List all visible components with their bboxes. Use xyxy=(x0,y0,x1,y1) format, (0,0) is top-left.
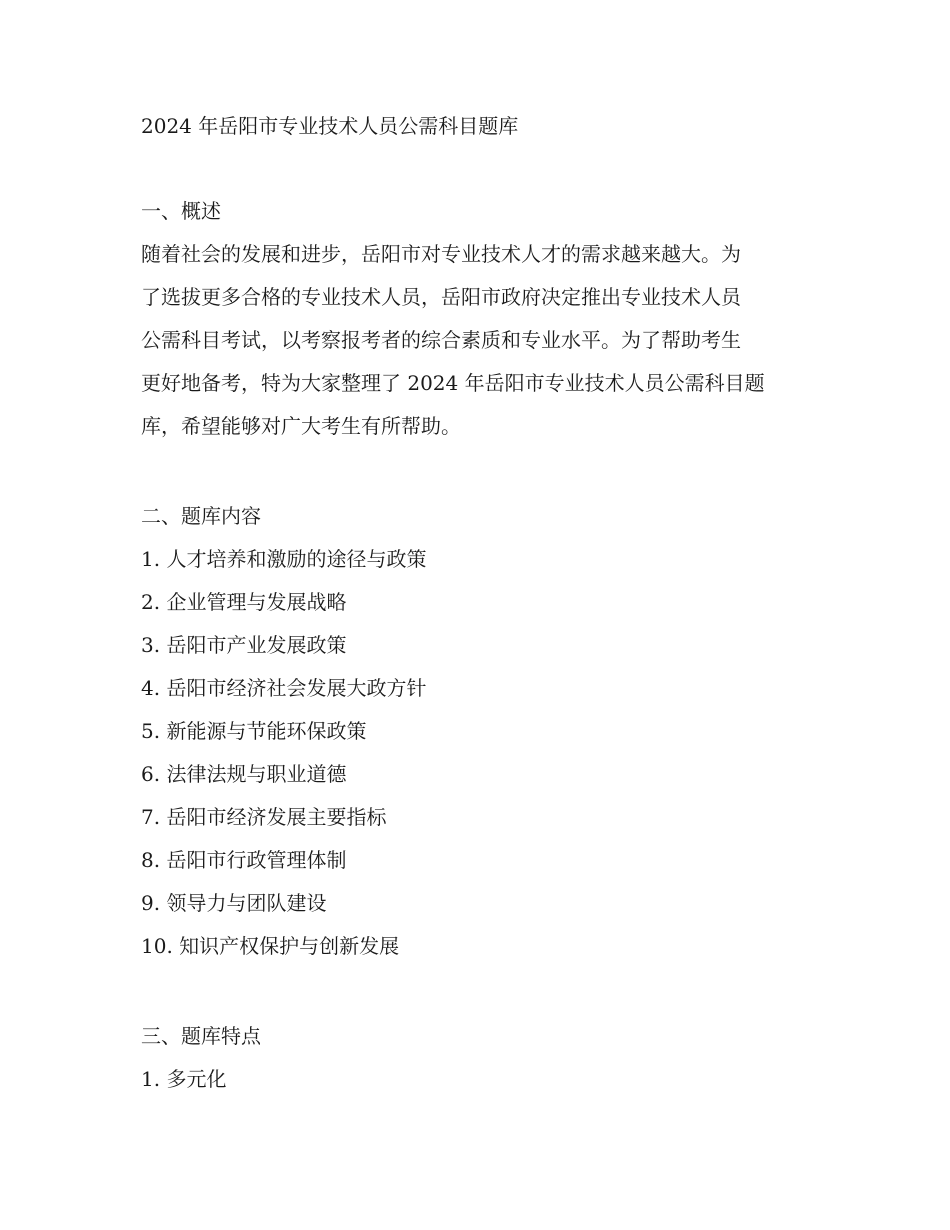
section-heading: 三、题库特点 xyxy=(141,1024,261,1048)
list-item: 2. 企业管理与发展战略 xyxy=(141,590,347,614)
list-item: 4. 岳阳市经济社会发展大政方针 xyxy=(141,676,427,700)
list-item: 6. 法律法规与职业道德 xyxy=(141,762,347,786)
section-question-bank-content xyxy=(141,495,821,968)
paragraph-line: 库，希望能够对广大考生有所帮助。 xyxy=(141,414,461,438)
list-item: 1. 人才培养和激励的途径与政策 xyxy=(141,547,427,571)
list-item: 8. 岳阳市行政管理体制 xyxy=(141,848,347,872)
section-heading: 一、概述 xyxy=(141,199,221,223)
features-list xyxy=(141,1058,821,1101)
list-item: 10. 知识产权保护与创新发展 xyxy=(141,934,400,958)
list-item: 5. 新能源与节能环保政策 xyxy=(141,719,367,743)
section-question-bank-features xyxy=(141,1015,821,1101)
list-item: 1. 多元化 xyxy=(141,1067,227,1091)
overview-paragraph xyxy=(141,233,821,448)
paragraph-line: 随着社会的发展和进步，岳阳市对专业技术人才的需求越来越大。为 xyxy=(141,242,741,266)
list-item: 9. 领导力与团队建设 xyxy=(141,891,327,915)
section-heading: 二、题库内容 xyxy=(141,504,261,528)
paragraph-line: 更好地备考，特为大家整理了 2024 年岳阳市专业技术人员公需科目题 xyxy=(141,371,765,395)
list-item: 3. 岳阳市产业发展政策 xyxy=(141,633,347,657)
document-body xyxy=(141,108,821,1101)
list-item: 7. 岳阳市经济发展主要指标 xyxy=(141,805,387,829)
paragraph-line: 了选拔更多合格的专业技术人员，岳阳市政府决定推出专业技术人员 xyxy=(141,285,741,309)
paragraph-line: 公需科目考试，以考察报考者的综合素质和专业水平。为了帮助考生 xyxy=(141,328,741,352)
content-list xyxy=(141,538,821,968)
document-title: 2024 年岳阳市专业技术人员公需科目题库 xyxy=(141,114,519,138)
section-overview xyxy=(141,190,821,448)
